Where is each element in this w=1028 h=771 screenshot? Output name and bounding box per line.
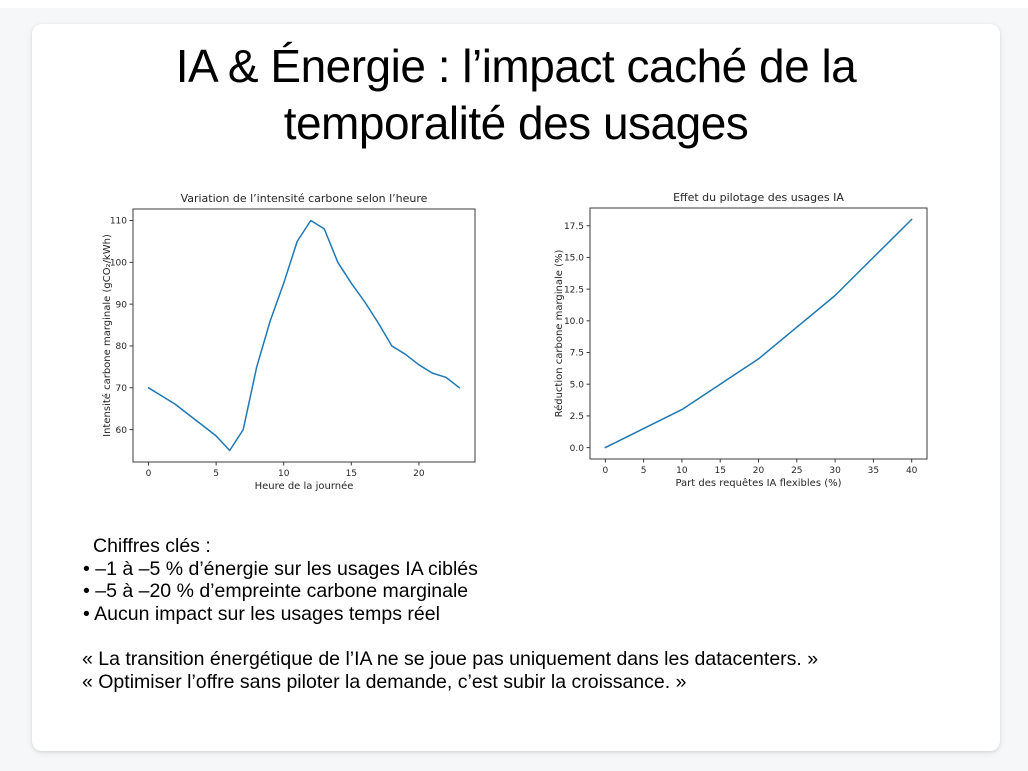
svg-text:10.0: 10.0 [563, 317, 584, 328]
svg-text:70: 70 [115, 383, 127, 394]
svg-text:Heure de la journée: Heure de la journée [254, 481, 354, 492]
svg-text:60: 60 [115, 425, 127, 436]
quote-line: « Optimiser l’offre sans piloter la demande, c’est subir la croissance. » [82, 670, 687, 693]
svg-text:12.5: 12.5 [563, 285, 584, 296]
svg-text:Effet du pilotage des usages I: Effet du pilotage des usages IA [673, 191, 844, 204]
svg-text:30: 30 [829, 466, 841, 476]
carbon-intensity-by-hour-chart [98, 190, 488, 492]
svg-text:20: 20 [413, 469, 425, 479]
svg-text:110: 110 [109, 216, 127, 227]
svg-text:15.0: 15.0 [563, 253, 584, 264]
svg-text:15: 15 [714, 466, 726, 476]
svg-text:5.0: 5.0 [569, 380, 584, 391]
svg-text:Réduction carbone marginale (%: Réduction carbone marginale (%) [554, 249, 565, 418]
svg-text:0: 0 [145, 469, 152, 479]
svg-text:10: 10 [676, 466, 688, 476]
slide-title [32, 38, 1000, 152]
slide-card [32, 24, 1000, 751]
svg-text:10: 10 [277, 469, 290, 479]
slide-title-line2: temporalité des usages [283, 97, 749, 149]
svg-text:Part des requêtes IA flexibles: Part des requêtes IA flexibles (%) [675, 478, 842, 489]
svg-text:2.5: 2.5 [569, 412, 584, 423]
svg-text:0.0: 0.0 [569, 443, 584, 454]
svg-text:7.5: 7.5 [569, 348, 584, 359]
key-figures-block [83, 535, 478, 625]
svg-text:90: 90 [115, 300, 127, 311]
key-figure-bullet: • –5 à –20 % d’empreinte carbone marginale [83, 580, 469, 602]
svg-text:40: 40 [905, 466, 918, 476]
svg-text:Intensité carbone marginale (g: Intensité carbone marginale (gCO₂/kWh) [102, 234, 113, 437]
svg-text:17.5: 17.5 [563, 221, 584, 232]
svg-text:0: 0 [602, 466, 609, 476]
svg-text:100: 100 [109, 258, 127, 269]
quote-line: « La transition énergétique de l’IA ne se joue pas uniquement dans les datacenters. » [82, 648, 819, 670]
svg-text:35: 35 [867, 466, 880, 476]
ai-usage-steering-effect-chart [550, 190, 940, 492]
svg-text:5: 5 [213, 469, 220, 479]
svg-text:15: 15 [345, 469, 358, 479]
svg-text:20: 20 [752, 466, 765, 476]
key-figure-bullet: • –1 à –5 % d’énergie sur les usages IA ciblés [83, 557, 478, 580]
svg-text:Variation de l’intensité carbo: Variation de l’intensité carbone selon l’heure [180, 192, 428, 205]
svg-text:5: 5 [640, 466, 647, 476]
svg-text:80: 80 [115, 342, 127, 353]
quotes-block [82, 648, 818, 693]
key-figures-heading: Chiffres clés : [93, 535, 211, 557]
slide-title-line1: IA & Énergie : l’impact caché de la [175, 40, 857, 92]
key-figure-bullet: • Aucun impact sur les usages temps réel [83, 602, 440, 625]
svg-text:25: 25 [791, 466, 803, 476]
